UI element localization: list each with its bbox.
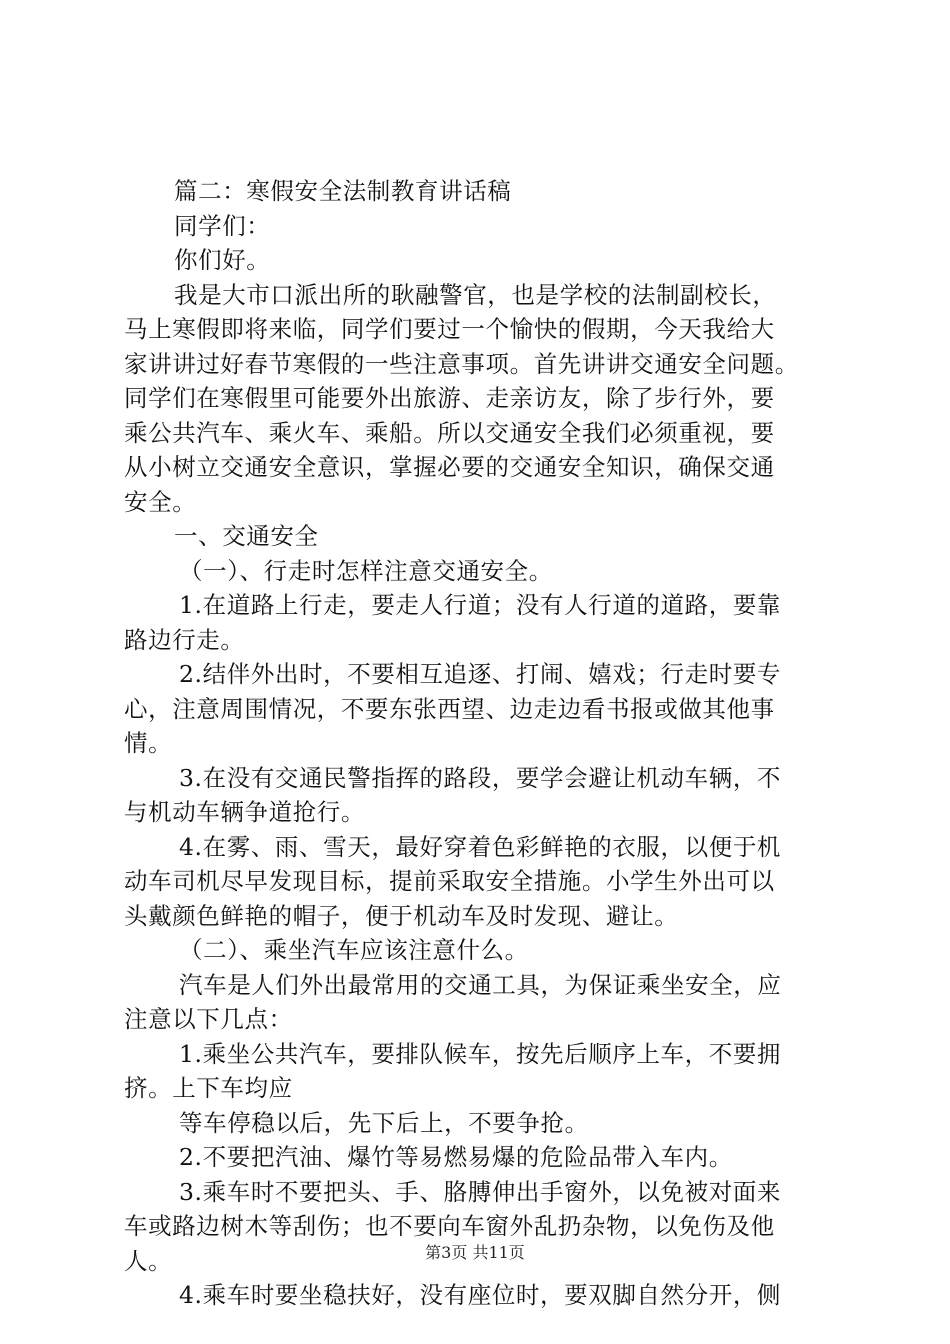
- greeting: 你们好。: [174, 246, 271, 274]
- section-title: 篇二：寒假安全法制教育讲话稿: [174, 177, 512, 205]
- list-item-line: 2.不要把汽油、爆竹等易燃易爆的危险品带入车内。: [179, 1143, 733, 1171]
- list-item-line: 头戴颜色鲜艳的帽子，便于机动车及时发现、避让。: [124, 901, 679, 930]
- list-item-line: 1.在道路上行走，要走人行道；没有人行道的道路，要靠: [179, 591, 782, 619]
- paragraph-line: 从小树立交通安全意识，掌握必要的交通安全知识，确保交通: [124, 453, 775, 481]
- salutation: 同学们：: [174, 211, 271, 240]
- subheading-riding-bus: （二）、乘坐汽车应该注意什么。: [179, 936, 529, 964]
- list-item-line: 心，注意周围情况，不要东张西望、边走边看书报或做其他事: [124, 694, 775, 723]
- list-item-line: 2.结伴外出时，不要相互追逐、打闹、嬉戏；行走时要专: [179, 660, 782, 688]
- list-item-line: 人。: [124, 1246, 173, 1275]
- list-item-line: 动车司机尽早发现目标，提前采取安全措施。小学生外出可以: [124, 867, 775, 895]
- page-number-footer: 第3页 共11页: [425, 1243, 525, 1262]
- list-item-line: 与机动车辆争道抢行。: [124, 798, 365, 826]
- paragraph-line: 同学们在寒假里可能要外出旅游、走亲访友，除了步行外，要: [124, 384, 775, 412]
- list-item-line: 挤。上下车均应: [124, 1074, 293, 1102]
- paragraph-line: 马上寒假即将来临，同学们要过一个愉快的假期，今天我给大: [124, 315, 775, 343]
- paragraph-line: 汽车是人们外出最常用的交通工具，为保证乘坐安全，应: [179, 970, 782, 999]
- heading-traffic-safety: 一、交通安全: [174, 522, 319, 550]
- list-item-line: 4.乘车时要坐稳扶好，没有座位时，要双脚自然分开，侧: [179, 1281, 782, 1309]
- list-item-line: 路边行走。: [124, 625, 245, 654]
- list-item-line: 车或路边树木等刮伤；也不要向车窗外乱扔杂物，以免伤及他: [124, 1212, 775, 1240]
- paragraph-line: 乘公共汽车、乘火车、乘船。所以交通安全我们必须重视，要: [124, 418, 775, 447]
- list-item-line: 3.乘车时不要把头、手、胳膊伸出手窗外，以免被对面来: [179, 1177, 782, 1206]
- list-item-line: 4.在雾、雨、雪天，最好穿着色彩鲜艳的衣服，以便于机: [179, 832, 782, 861]
- paragraph-line: 我是大市口派出所的耿融警官，也是学校的法制副校长，: [174, 280, 777, 309]
- list-item-line: 等车停稳以后，先下后上，不要争抢。: [179, 1108, 589, 1137]
- paragraph-line: 家讲讲过好春节寒假的一些注意事项。首先讲讲交通安全问题。: [124, 349, 799, 378]
- paragraph-line: 注意以下几点：: [124, 1005, 293, 1033]
- subheading-walking: （一）、行走时怎样注意交通安全。: [179, 556, 553, 585]
- list-item-line: 3.在没有交通民警指挥的路段，要学会避让机动车辆，不: [179, 763, 782, 792]
- list-item-line: 情。: [124, 729, 173, 757]
- document-body: [124, 174, 832, 1313]
- list-item-line: 1.乘坐公共汽车，要排队候车，按先后顺序上车，不要拥: [179, 1039, 782, 1068]
- paragraph-line: 安全。: [124, 487, 197, 516]
